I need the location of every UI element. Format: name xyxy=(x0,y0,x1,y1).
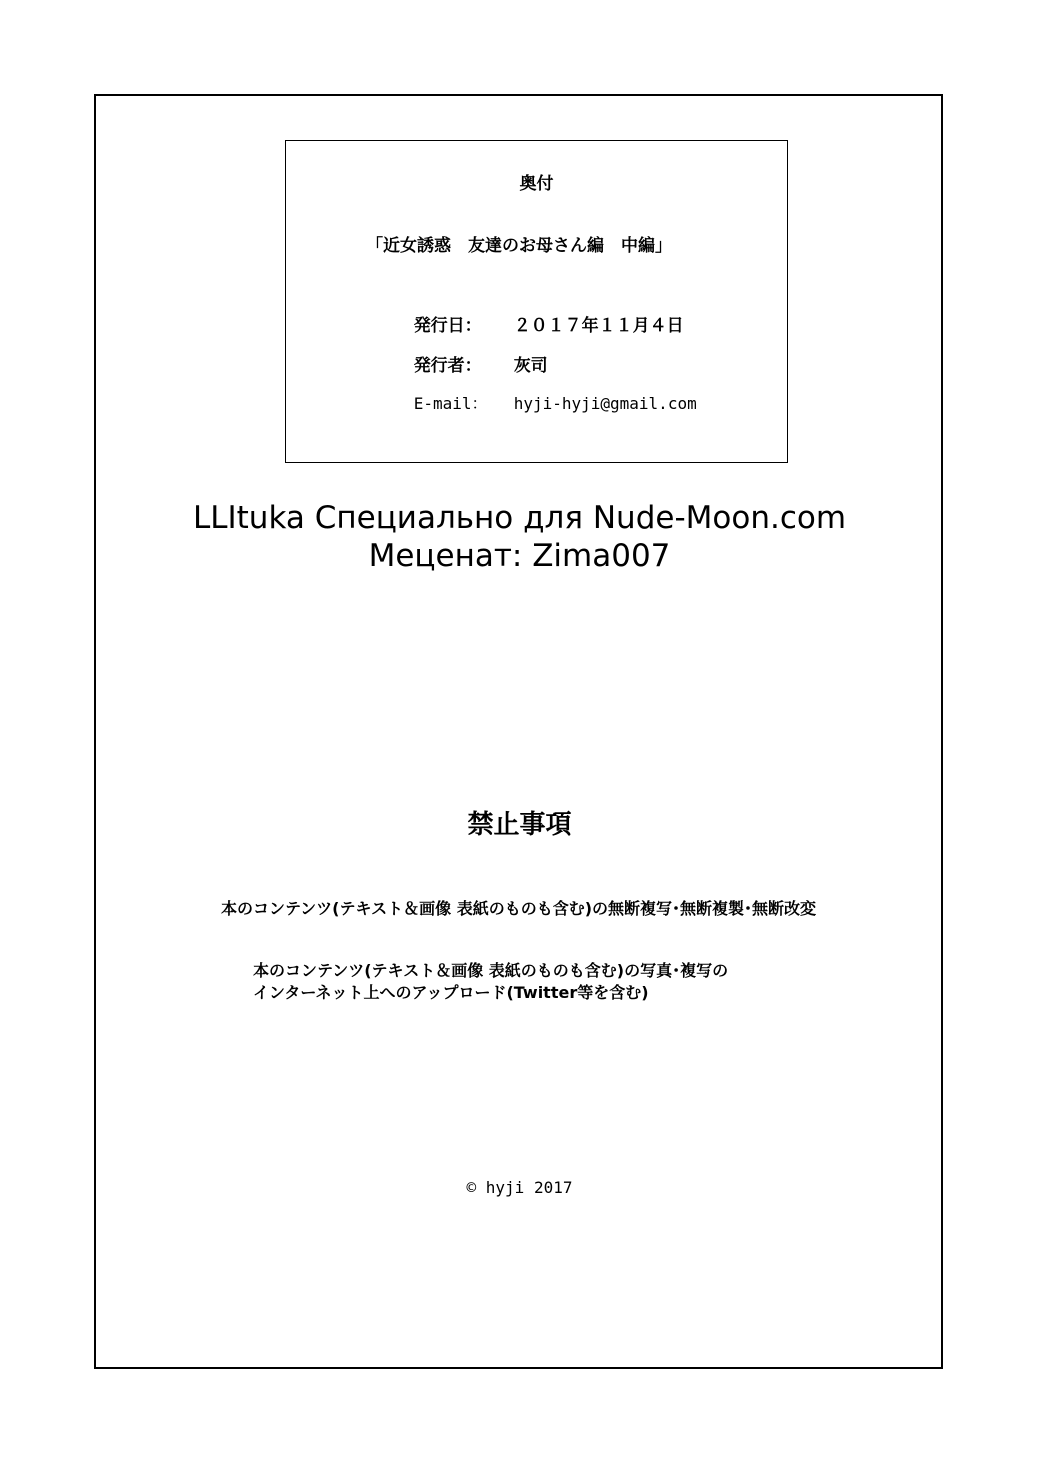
prohibited-rule-1: 本のコンテンツ(テキスト＆画像 表紙のものも含む)の無断複写･無断複製･無断改変 xyxy=(220,899,817,918)
publish-date-label: 発行日： xyxy=(413,316,482,336)
prohibited-heading: 禁止事項 xyxy=(467,810,572,840)
prohibited-rule-2-line-2: インターネット上へのアップロード(Twitter等を含む) xyxy=(253,983,649,1002)
publisher-value: 灰司 xyxy=(513,356,548,376)
copyright-notice: © hyji 2017 xyxy=(466,1178,573,1197)
prohibited-rule-2-line-1: 本のコンテンツ(テキスト＆画像 表紙のものも含む)の写真･複写の xyxy=(253,961,729,980)
publisher-label: 発行者： xyxy=(413,356,482,376)
translation-credit: LLItuka Специально для Nude-Moon.com xyxy=(192,500,847,536)
patron-credit: Меценат: Zima007 xyxy=(368,538,671,574)
email-label: E-mail： xyxy=(413,394,488,413)
publish-date-value: ２０１７年１１月４日 xyxy=(513,316,684,336)
email-value: hyji-hyji@gmail.com xyxy=(513,394,697,413)
work-title: 「近女誘惑 友達のお母さん編 中編」 xyxy=(366,236,672,256)
email-row xyxy=(390,371,697,434)
colophon-box xyxy=(285,140,788,463)
prohibited-rule-2 xyxy=(253,960,728,1004)
colophon-heading: 奥付 xyxy=(519,174,554,194)
